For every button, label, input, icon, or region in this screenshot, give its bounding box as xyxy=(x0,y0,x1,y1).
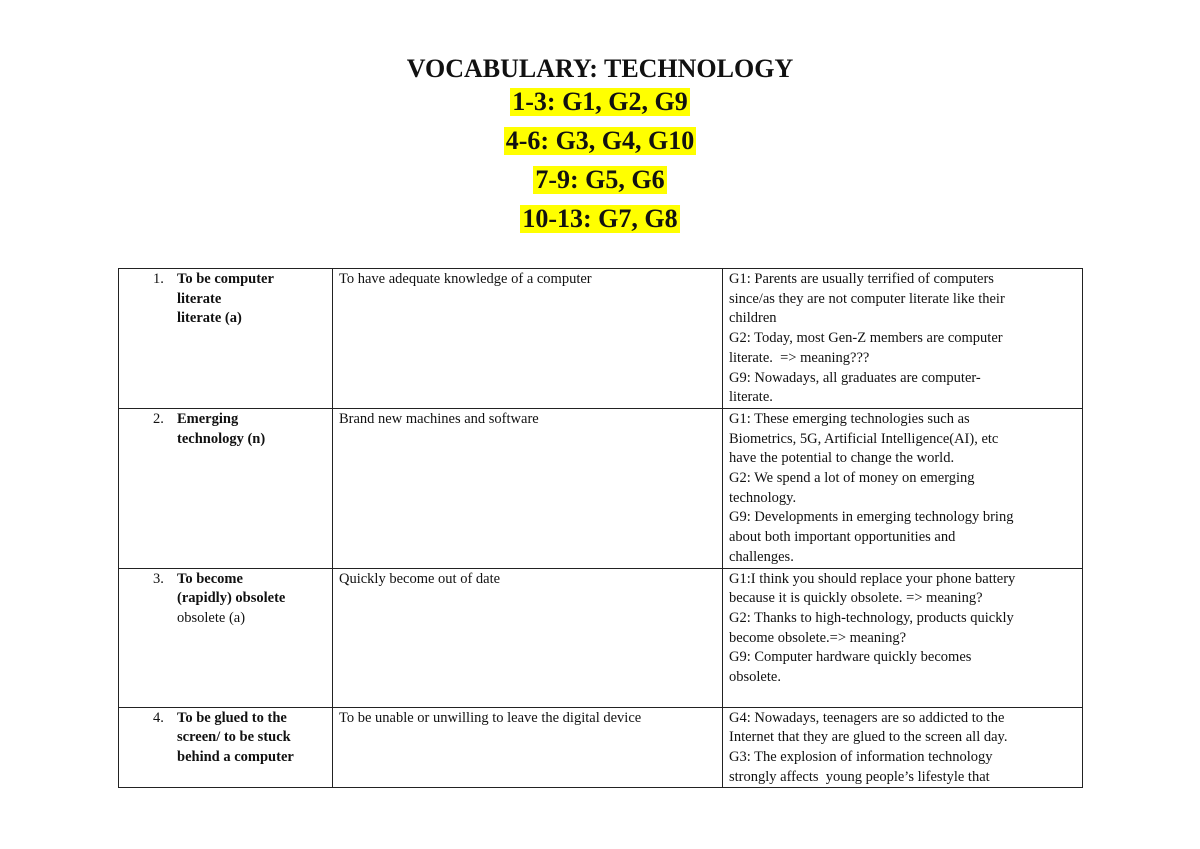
term-line: technology (n) xyxy=(177,430,266,447)
examples-cell xyxy=(723,408,1083,568)
example-line: Biometrics, 5G, Artificial Intelligence(AI), etc xyxy=(729,430,999,447)
example-line: strongly affects young people’s lifestyle that xyxy=(729,768,990,785)
example-line: G9: Computer hardware quickly becomes xyxy=(729,649,972,666)
vocabulary-table xyxy=(118,268,1083,788)
example-line: because it is quickly obsolete. => meaning? xyxy=(729,590,983,607)
example-line: G1:I think you should replace your phone battery xyxy=(729,570,1016,587)
group-assignment: 4-6: G3, G4, G10 xyxy=(505,126,695,155)
example-line: literate. xyxy=(729,389,773,406)
table-row xyxy=(119,707,1083,788)
term-line: To become xyxy=(177,570,243,587)
term-line: literate (a) xyxy=(177,310,242,327)
example-line: G9: Developments in emerging technology bring xyxy=(729,509,1014,526)
example-line: G9: Nowadays, all graduates are computer- xyxy=(729,369,981,386)
example-line: Internet that they are glued to the screen all day. xyxy=(729,729,1008,746)
example-line: children xyxy=(729,310,777,327)
example-line: become obsolete.=> meaning? xyxy=(729,629,907,646)
example-line: technology. xyxy=(729,489,797,506)
example-line: G2: We spend a lot of money on emerging xyxy=(729,470,975,487)
document-header xyxy=(0,54,1200,240)
table-row xyxy=(119,269,1083,409)
example-line: G3: The explosion of information technology xyxy=(729,748,993,765)
definition-cell: Quickly become out of date xyxy=(333,568,723,707)
example-line: G2: Thanks to high-technology, products quickly xyxy=(729,609,1014,626)
term-line: behind a computer xyxy=(177,748,294,765)
group-assignment: 7-9: G5, G6 xyxy=(535,165,665,194)
term-line: To be computer xyxy=(177,271,274,287)
row-number: 3. xyxy=(153,570,164,587)
term-line: Emerging xyxy=(177,410,239,427)
example-line: G1: Parents are usually terrified of computers xyxy=(729,271,994,287)
row-number: 4. xyxy=(153,709,164,726)
example-line: G2: Today, most Gen-Z members are computer xyxy=(729,330,1003,347)
term-cell xyxy=(119,568,333,707)
row-number: 2. xyxy=(153,410,164,427)
group-assignment: 1-3: G1, G2, G9 xyxy=(512,87,688,116)
term-line: To be glued to the xyxy=(177,709,287,726)
term-cell xyxy=(119,408,333,568)
examples-cell xyxy=(723,568,1083,707)
table-row xyxy=(119,568,1083,707)
example-line: have the potential to change the world. xyxy=(729,450,955,467)
group-assignment: 10-13: G7, G8 xyxy=(522,204,678,233)
example-line: challenges. xyxy=(729,548,794,565)
examples-cell xyxy=(723,269,1083,409)
example-line: obsolete. xyxy=(729,669,781,686)
definition-cell: To be unable or unwilling to leave the digital device xyxy=(333,707,723,788)
term-line: (rapidly) obsolete xyxy=(177,590,286,607)
definition-cell: To have adequate knowledge of a computer xyxy=(333,269,723,409)
example-line: about both important opportunities and xyxy=(729,529,956,546)
example-line: since/as they are not computer literate like their xyxy=(729,290,1005,307)
definition-cell: Brand new machines and software xyxy=(333,408,723,568)
example-line: literate. => meaning??? xyxy=(729,349,870,366)
examples-cell xyxy=(723,707,1083,788)
term-cell xyxy=(119,707,333,788)
term-cell xyxy=(119,269,333,409)
term-line: literate xyxy=(177,290,222,307)
table-row xyxy=(119,408,1083,568)
example-line: G4: Nowadays, teenagers are so addicted to the xyxy=(729,709,1005,726)
document-title: VOCABULARY: TECHNOLOGY xyxy=(406,54,794,83)
term-line: obsolete (a) xyxy=(177,609,246,626)
term-line: screen/ to be stuck xyxy=(177,729,291,746)
example-line: G1: These emerging technologies such as xyxy=(729,410,970,427)
row-number: 1. xyxy=(153,271,164,287)
